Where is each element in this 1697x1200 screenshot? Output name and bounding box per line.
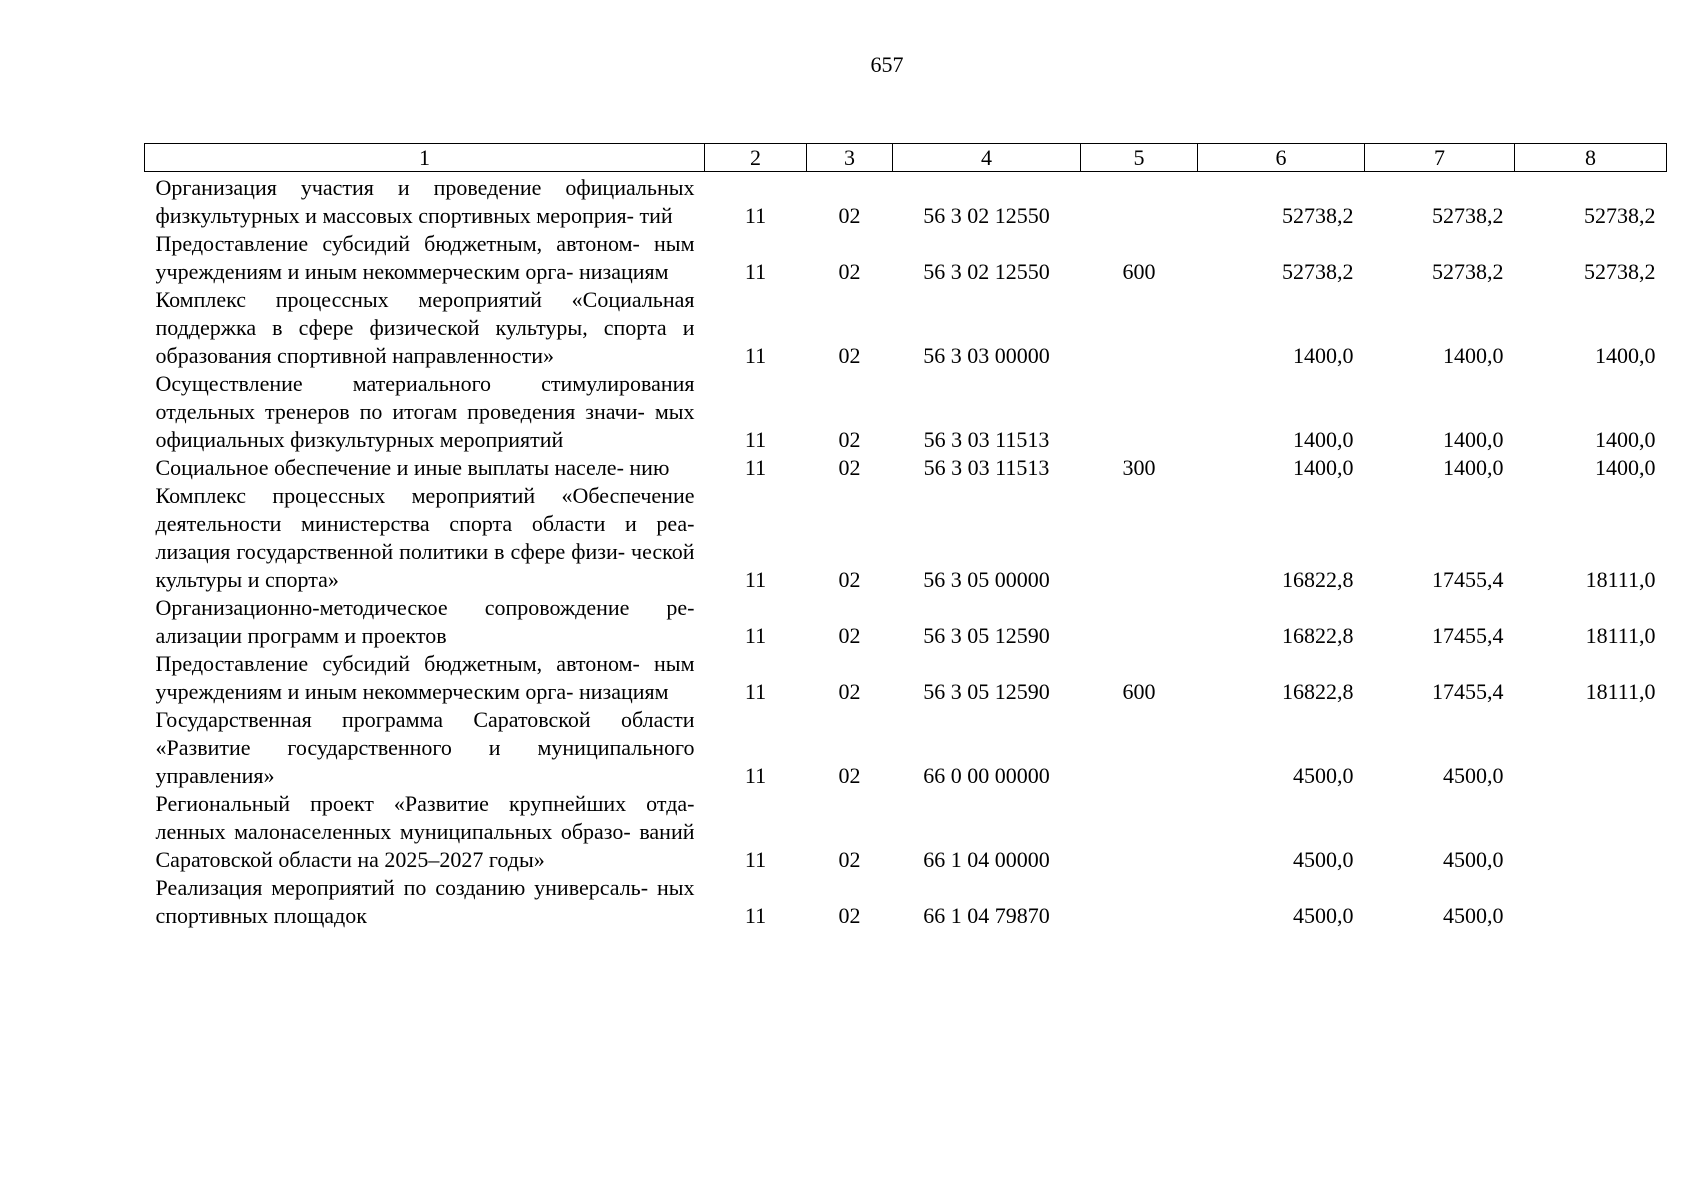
- amount-3-cell: [1515, 706, 1667, 790]
- table-row: [145, 230, 1667, 286]
- item-name-line: Реализация мероприятий по созданию универсаль-: [155, 875, 649, 900]
- subsection-cell: 02: [838, 763, 861, 788]
- subsection-cell: 02: [838, 623, 861, 648]
- subsection-cell: 02: [838, 455, 861, 480]
- table-row: [145, 286, 1667, 370]
- item-name-line: тий: [639, 203, 673, 228]
- target-article-cell: 56 3 03 11513: [923, 455, 1050, 480]
- item-name-line: ваний Саратовской области на 2025–2027 годы»: [155, 819, 695, 872]
- target-article-cell: 56 3 05 12590: [923, 623, 1050, 648]
- expense-type-cell: [1081, 874, 1198, 930]
- amount-2-cell: 52738,2: [1432, 259, 1504, 284]
- subsection-cell: 02: [838, 847, 861, 872]
- expense-type-cell: 600: [1122, 679, 1156, 704]
- section-cell: 11: [744, 903, 767, 928]
- amount-1-cell: 1400,0: [1293, 343, 1354, 368]
- header-col-4: 4: [893, 144, 1081, 172]
- amount-2-cell: 17455,4: [1432, 567, 1504, 592]
- section-cell: 11: [744, 763, 767, 788]
- amount-3-cell: 18111,0: [1585, 623, 1656, 648]
- expense-type-cell: [1081, 482, 1198, 594]
- amount-1-cell: 4500,0: [1293, 763, 1354, 788]
- table-row: [145, 790, 1667, 874]
- header-col-5: 5: [1081, 144, 1198, 172]
- target-article-cell: 56 3 03 00000: [923, 343, 1050, 368]
- table-row: [145, 482, 1667, 594]
- amount-3-cell: [1515, 790, 1667, 874]
- expense-type-cell: [1081, 594, 1198, 650]
- budget-table: [144, 143, 1667, 930]
- item-name-cell: [145, 594, 705, 650]
- subsection-cell: 02: [838, 259, 861, 284]
- amount-2-cell: 17455,4: [1432, 679, 1504, 704]
- subsection-cell: 02: [838, 903, 861, 928]
- item-name-line: Социальное обеспечение и иные выплаты населе-: [155, 455, 624, 480]
- item-name-line: Комплекс процессных мероприятий «Социальная: [155, 287, 695, 312]
- header-col-1: 1: [145, 144, 705, 172]
- amount-3-cell: 18111,0: [1585, 567, 1656, 592]
- item-name-line: ным учреждениям и иным некоммерческим орга-: [155, 231, 695, 284]
- target-article-cell: 56 3 03 11513: [923, 427, 1050, 452]
- item-name-line: Предоставление субсидий бюджетным, автоном-: [155, 651, 640, 676]
- item-name-line: отдельных тренеров по итогам проведения значи-: [155, 399, 645, 424]
- item-name-line: физкультурных и массовых спортивных мероприя-: [155, 203, 634, 228]
- header-row: [145, 144, 1667, 172]
- section-cell: 11: [744, 343, 767, 368]
- subsection-cell: 02: [838, 567, 861, 592]
- item-name-line: поддержка в сфере физической культуры, спорта и: [155, 315, 695, 340]
- target-article-cell: 66 0 00 00000: [923, 763, 1050, 788]
- section-cell: 11: [744, 455, 767, 480]
- item-name-cell: [145, 874, 705, 930]
- subsection-cell: 02: [838, 343, 861, 368]
- target-article-cell: 56 3 02 12550: [923, 203, 1050, 228]
- amount-1-cell: 52738,2: [1282, 259, 1354, 284]
- amount-1-cell: 4500,0: [1293, 847, 1354, 872]
- item-name-line: Региональный проект «Развитие крупнейших отда-: [155, 791, 695, 816]
- item-name-line: низациям: [579, 259, 669, 284]
- amount-2-cell: 17455,4: [1432, 623, 1504, 648]
- item-name-line: «Развитие государственного и муниципального: [155, 735, 695, 760]
- section-cell: 11: [744, 567, 767, 592]
- amount-2-cell: 4500,0: [1443, 903, 1504, 928]
- item-name-line: нию: [629, 455, 670, 480]
- amount-3-cell: 18111,0: [1585, 679, 1656, 704]
- item-name-line: ным учреждениям и иным некоммерческим орга-: [155, 651, 695, 704]
- item-name-cell: [145, 370, 705, 454]
- expense-type-cell: 300: [1122, 455, 1156, 480]
- table-row: [145, 650, 1667, 706]
- target-article-cell: 56 3 05 00000: [923, 567, 1050, 592]
- amount-2-cell: 1400,0: [1443, 455, 1504, 480]
- amount-2-cell: 52738,2: [1432, 203, 1504, 228]
- subsection-cell: 02: [838, 679, 861, 704]
- item-name-line: Комплекс процессных мероприятий «Обеспечение: [155, 483, 695, 508]
- item-name-line: ных спортивных площадок: [155, 875, 695, 928]
- item-name-line: образования спортивной направленности»: [155, 343, 554, 368]
- expense-type-cell: [1081, 790, 1198, 874]
- table-row: [145, 706, 1667, 790]
- amount-1-cell: 1400,0: [1293, 427, 1354, 452]
- amount-1-cell: 16822,8: [1282, 623, 1354, 648]
- amount-1-cell: 16822,8: [1282, 567, 1354, 592]
- amount-2-cell: 4500,0: [1443, 763, 1504, 788]
- item-name-line: низациям: [579, 679, 669, 704]
- table-body: [145, 172, 1667, 931]
- section-cell: 11: [744, 623, 767, 648]
- amount-2-cell: 4500,0: [1443, 847, 1504, 872]
- section-cell: 11: [744, 427, 767, 452]
- page-number: 657: [870, 52, 904, 77]
- item-name-cell: [145, 286, 705, 370]
- header-col-3: 3: [807, 144, 893, 172]
- table-row: [145, 594, 1667, 650]
- expense-type-cell: [1081, 172, 1198, 231]
- item-name-cell: [145, 650, 705, 706]
- item-name-line: Организационно-методическое сопровождение ре-: [155, 595, 695, 620]
- expense-type-cell: [1081, 370, 1198, 454]
- header-col-8: 8: [1515, 144, 1667, 172]
- item-name-line: ческой культуры и спорта»: [155, 539, 695, 592]
- table-row: [145, 874, 1667, 930]
- target-article-cell: 56 3 05 12590: [923, 679, 1050, 704]
- subsection-cell: 02: [838, 203, 861, 228]
- amount-3-cell: 52738,2: [1584, 259, 1656, 284]
- expense-type-cell: [1081, 706, 1198, 790]
- item-name-cell: [145, 172, 705, 231]
- item-name-cell: [145, 706, 705, 790]
- amount-3-cell: 1400,0: [1595, 427, 1656, 452]
- amount-3-cell: 1400,0: [1595, 455, 1656, 480]
- amount-2-cell: 1400,0: [1443, 427, 1504, 452]
- item-name-cell: [145, 230, 705, 286]
- item-name-line: лизация государственной политики в сфере физи-: [155, 539, 626, 564]
- header-col-2: 2: [705, 144, 807, 172]
- table-row: [145, 370, 1667, 454]
- section-cell: 11: [744, 847, 767, 872]
- target-article-cell: 56 3 02 12550: [923, 259, 1050, 284]
- amount-2-cell: 1400,0: [1443, 343, 1504, 368]
- section-cell: 11: [744, 259, 767, 284]
- item-name-cell: [145, 454, 705, 482]
- item-name-cell: [145, 482, 705, 594]
- header-col-7: 7: [1365, 144, 1515, 172]
- item-name-line: Государственная программа Саратовской области: [155, 707, 695, 732]
- amount-1-cell: 16822,8: [1282, 679, 1354, 704]
- amount-3-cell: 52738,2: [1584, 203, 1656, 228]
- expense-type-cell: 600: [1122, 259, 1156, 284]
- item-name-line: управления»: [155, 763, 275, 788]
- amount-1-cell: 1400,0: [1293, 455, 1354, 480]
- header-col-6: 6: [1198, 144, 1365, 172]
- expense-type-cell: [1081, 286, 1198, 370]
- table-row: [145, 454, 1667, 482]
- item-name-line: Осуществление материального стимулирования: [155, 371, 695, 396]
- amount-1-cell: 52738,2: [1282, 203, 1354, 228]
- item-name-line: мых официальных физкультурных мероприятий: [155, 399, 695, 452]
- item-name-cell: [145, 790, 705, 874]
- subsection-cell: 02: [838, 427, 861, 452]
- target-article-cell: 66 1 04 00000: [923, 847, 1050, 872]
- target-article-cell: 66 1 04 79870: [923, 903, 1050, 928]
- table-header: [145, 144, 1667, 172]
- table-row: [145, 172, 1667, 231]
- item-name-line: Предоставление субсидий бюджетным, автоном-: [155, 231, 640, 256]
- section-cell: 11: [744, 679, 767, 704]
- item-name-line: ленных малонаселенных муниципальных образо-: [155, 819, 631, 844]
- amount-3-cell: [1515, 874, 1667, 930]
- item-name-line: деятельности министерства спорта области и реа-: [155, 511, 695, 536]
- item-name-line: Организация участия и проведение официальных: [155, 175, 695, 200]
- amount-1-cell: 4500,0: [1293, 903, 1354, 928]
- item-name-line: ализации программ и проектов: [155, 623, 447, 648]
- amount-3-cell: 1400,0: [1595, 343, 1656, 368]
- section-cell: 11: [744, 203, 767, 228]
